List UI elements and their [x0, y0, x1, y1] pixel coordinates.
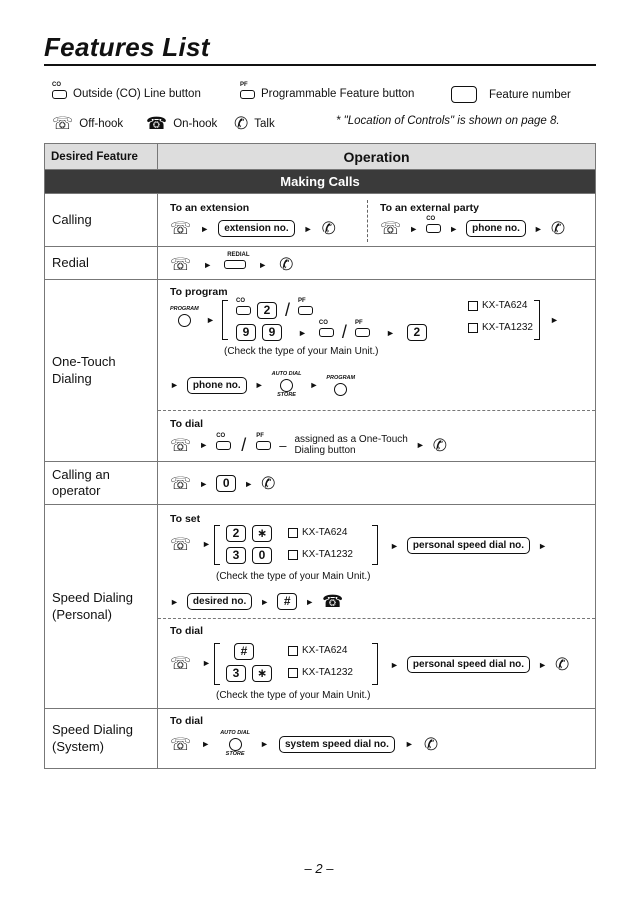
label-to-extension: To an extension [170, 202, 250, 214]
arrow-icon: ► [538, 540, 547, 551]
talk-icon: ✆ [554, 655, 570, 674]
redial-button-icon: REDIAL [224, 260, 246, 269]
onhook-icon: ☎ [146, 114, 168, 133]
page-number: – 2 – [304, 861, 334, 876]
offhook-icon: ☏ [52, 114, 74, 133]
assigned-note: assigned as a One-Touch Dialing button [294, 434, 408, 456]
legend-feature [451, 86, 571, 103]
co-button-icon: CO [236, 306, 251, 315]
col-operation-header: Operation [158, 144, 596, 170]
row-redial [45, 247, 596, 280]
legend-co [52, 81, 201, 100]
legend-co-label: Outside (CO) Line button [73, 88, 201, 100]
pf-button-icon: PF [256, 441, 271, 450]
page-title: Features List [44, 32, 210, 62]
arrow-icon: ► [202, 658, 211, 668]
title-rule [44, 64, 596, 66]
arrow-icon: ► [409, 223, 419, 234]
label-to-external: To an external party [380, 202, 480, 214]
onhook-icon: ☎ [322, 592, 344, 611]
divider [367, 200, 368, 242]
auto-dial-button-icon: AUTO DIAL STORE [271, 371, 302, 398]
arrow-icon: ► [199, 478, 209, 489]
label-to-set: To set [170, 513, 201, 525]
row-speed-personal [45, 505, 596, 709]
check-note: (Check the type of your Main Unit.) [224, 346, 379, 357]
key-2: 2 [257, 302, 277, 319]
arrow-icon: ► [390, 540, 399, 551]
program-button-icon: PROGRAM [326, 375, 355, 396]
pf-button-icon: PF [240, 90, 255, 99]
co-button-icon: CO [52, 90, 67, 99]
label-to-program: To program [170, 286, 228, 298]
offhook-icon: ☏ [380, 219, 402, 238]
arrow-icon: ► [309, 380, 319, 390]
legend-feature-label: Feature number [489, 88, 571, 101]
arrow-icon: ► [200, 223, 210, 234]
program-button-icon: PROGRAM [170, 306, 199, 327]
arrow-icon: ► [260, 596, 270, 607]
co-button-icon: CO [319, 328, 334, 337]
section-making-calls: Making Calls [45, 170, 596, 194]
arrow-icon: ► [305, 596, 315, 607]
phone-no-box: phone no. [187, 377, 247, 394]
key-9: 9 [236, 324, 256, 341]
legend-onhook [146, 115, 217, 132]
offhook-icon: ☏ [170, 255, 192, 274]
talk-icon: ✆ [234, 114, 249, 133]
arrow-icon: ► [201, 739, 211, 749]
check-note: (Check the type of your Main Unit.) [216, 690, 371, 701]
key-star: ∗ [252, 665, 272, 682]
feature-speed-personal: Speed Dialing (Personal) [45, 505, 158, 709]
key-0: 0 [252, 547, 272, 564]
offhook-icon: ☏ [170, 435, 192, 455]
arrow-icon: ► [303, 223, 313, 234]
talk-icon: ✆ [279, 255, 294, 274]
arrow-icon: ► [449, 223, 459, 234]
model-ta624: KX-TA624 [288, 645, 347, 656]
arrow-icon: ► [244, 478, 254, 489]
legend-pf-label: Programmable Feature button [261, 88, 415, 100]
pf-button-icon: PF [298, 306, 313, 315]
arrow-icon: ► [258, 259, 268, 270]
phone-no-box: phone no. [466, 220, 526, 237]
row-one-touch: One-Touch Dialing To program PROGRAM ► CO 2 / PF 9 9 ► CO / PF ► 2 KX-TA624 KX-TA1232 ► (Check the type of your Main Unit.) ► phone no. ► AUTO DIAL STORE ► PROGRAM To dial ☏ ► CO / PF – assigned as a One-Touch Dialing button ► ✆ [45, 280, 596, 462]
offhook-icon: ☏ [170, 734, 192, 754]
arrow-icon: ► [170, 596, 179, 607]
label-to-dial: To dial [170, 715, 204, 727]
offhook-icon: ☏ [170, 654, 192, 673]
arrow-icon: ► [385, 327, 395, 338]
row-calling [45, 194, 596, 247]
features-table [44, 143, 596, 769]
feature-operator: Calling an operator [45, 462, 158, 505]
pf-button-icon: PF [355, 328, 370, 337]
offhook-icon: ☏ [170, 535, 192, 554]
legend-talk-label: Talk [254, 117, 275, 130]
arrow-icon: ► [550, 315, 559, 325]
arrow-icon: ► [298, 327, 307, 338]
talk-icon: ✆ [423, 734, 439, 754]
feature-number-icon [451, 86, 477, 103]
arrow-icon: ► [254, 380, 264, 390]
legend-offhook [52, 115, 123, 132]
feature-redial: Redial [45, 247, 158, 280]
personal-speed-dial-box: personal speed dial no. [407, 656, 530, 673]
key-hash: # [277, 593, 297, 610]
label-to-dial: To dial [170, 418, 204, 430]
arrow-icon: ► [202, 539, 211, 549]
auto-dial-button-icon: AUTO DIAL STORE [220, 730, 251, 757]
system-speed-dial-box: system speed dial no. [279, 736, 395, 753]
key-2: 2 [226, 525, 246, 542]
key-0: 0 [216, 475, 236, 492]
model-ta624: KX-TA624 [288, 527, 347, 538]
talk-icon: ✆ [261, 474, 276, 493]
row-operator [45, 462, 596, 505]
legend-talk [234, 115, 275, 132]
model-ta1232: KX-TA1232 [288, 549, 353, 560]
co-button-icon: CO [216, 441, 231, 450]
extension-no-box: extension no. [218, 220, 294, 237]
check-note: (Check the type of your Main Unit.) [216, 571, 371, 582]
legend-note: * "Location of Controls" is shown on page 8. [336, 115, 560, 127]
key-star: ∗ [252, 525, 272, 542]
feature-one-touch: One-Touch Dialing [45, 280, 158, 462]
model-ta1232: KX-TA1232 [468, 322, 533, 333]
col-desired-header: Desired Feature [45, 144, 158, 170]
legend-pf [240, 81, 415, 100]
co-button-icon: CO [426, 224, 441, 233]
arrow-icon: ► [538, 659, 547, 670]
key-3: 3 [226, 547, 246, 564]
personal-speed-dial-box: personal speed dial no. [407, 537, 530, 554]
feature-speed-system: Speed Dialing (System) [45, 709, 158, 769]
feature-calling: Calling [45, 194, 158, 247]
key-hash: # [234, 643, 254, 660]
arrow-icon: ► [404, 739, 414, 749]
arrow-icon: ► [390, 659, 399, 670]
legend-onhook-label: On-hook [173, 117, 218, 130]
offhook-icon: ☏ [170, 219, 192, 238]
arrow-icon: ► [415, 440, 425, 450]
model-ta624: KX-TA624 [468, 300, 527, 311]
key-2: 2 [407, 324, 427, 341]
desired-no-box: desired no. [187, 593, 252, 610]
label-to-dial: To dial [170, 625, 204, 637]
arrow-icon: ► [533, 223, 543, 234]
arrow-icon: ► [199, 440, 209, 450]
talk-icon: ✆ [550, 219, 566, 238]
arrow-icon: ► [170, 380, 179, 390]
arrow-icon: ► [206, 315, 215, 325]
talk-icon: ✆ [321, 219, 336, 238]
legend-offhook-label: Off-hook [79, 117, 124, 130]
offhook-icon: ☏ [170, 474, 192, 493]
row-speed-system [45, 709, 596, 769]
model-ta1232: KX-TA1232 [288, 667, 353, 678]
key-9: 9 [262, 324, 282, 341]
talk-icon: ✆ [432, 435, 448, 455]
arrow-icon: ► [203, 259, 213, 270]
key-3: 3 [226, 665, 246, 682]
arrow-icon: ► [260, 739, 269, 749]
